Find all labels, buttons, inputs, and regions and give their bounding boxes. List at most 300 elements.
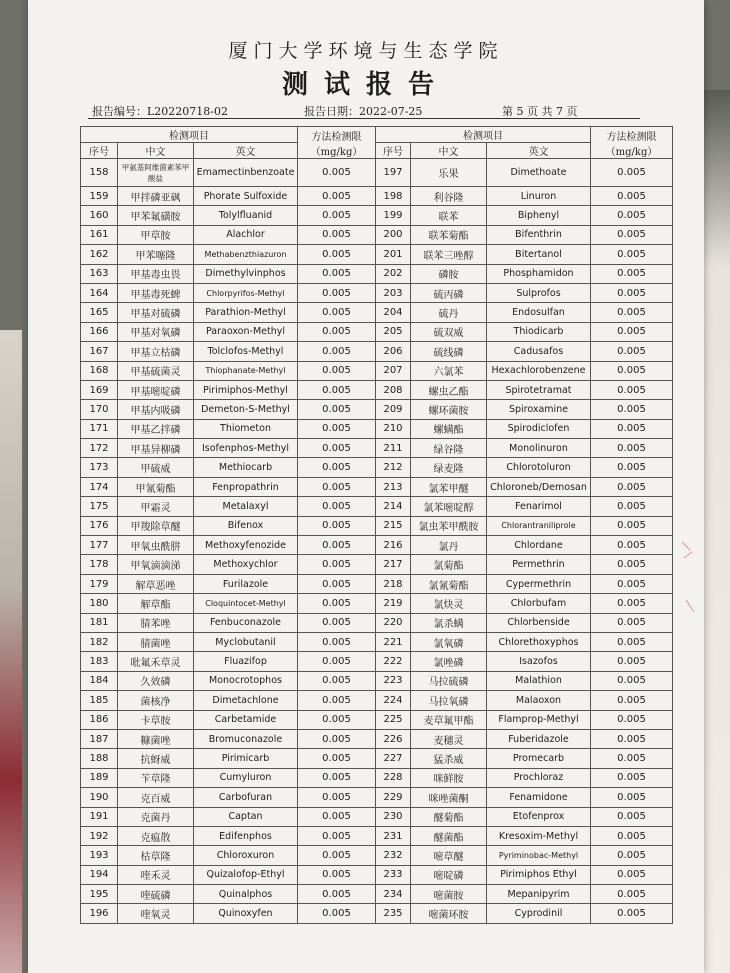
cell-en: Dimethoate — [487, 159, 591, 187]
table-header-row-2 — [81, 143, 673, 159]
cell-cn: 枯草隆 — [118, 846, 194, 865]
cell-en: Chlorantraniliprole — [487, 516, 591, 535]
background-left-sheet — [0, 330, 22, 973]
cell-cn: 咪鲜胺 — [411, 768, 487, 787]
cell-no: 211 — [376, 439, 411, 458]
cell-no: 182 — [81, 632, 118, 651]
cell-en: Chlorotoluron — [487, 458, 591, 477]
cell-en: Promecarb — [487, 749, 591, 768]
limit-header-unit: （mg/kg） — [605, 146, 658, 158]
cell-cn: 联苯三唑醇 — [411, 245, 487, 264]
cell-cn: 苄草隆 — [118, 768, 194, 787]
cell-no: 184 — [81, 671, 118, 690]
cell-en: Hexachlorobenzene — [487, 361, 591, 380]
cell-cn: 马拉氧磷 — [411, 691, 487, 710]
cell-lim: 0.005 — [298, 555, 376, 574]
cell-lim: 0.005 — [591, 380, 673, 399]
cell-cn: 螺螨酯 — [411, 419, 487, 438]
cell-lim: 0.005 — [298, 187, 376, 206]
cell-cn: 螺虫乙酯 — [411, 380, 487, 399]
group-header-right: 检测项目 — [376, 127, 591, 143]
cell-no: 220 — [376, 613, 411, 632]
cell-no: 196 — [81, 904, 118, 923]
limit-header-right — [591, 127, 673, 159]
cell-en: Spiroxamine — [487, 400, 591, 419]
cell-en: Emamectinbenzoate — [194, 159, 298, 187]
cell-cn: 甲苯氟磺胺 — [118, 206, 194, 225]
cell-no: 177 — [81, 536, 118, 555]
limit-header-label: 方法检测限 — [311, 131, 362, 143]
cell-cn: 甲硫威 — [118, 458, 194, 477]
cell-cn: 甲草胺 — [118, 225, 194, 244]
cell-no: 231 — [376, 826, 411, 845]
table-row — [81, 225, 673, 244]
cell-no: 171 — [81, 419, 118, 438]
report-date: 报告日期：2022-07-25 — [304, 105, 423, 118]
cell-cn: 克瘟散 — [118, 826, 194, 845]
cell-cn: 马拉硫磷 — [411, 671, 487, 690]
cell-cn: 麦穗灵 — [411, 729, 487, 748]
cell-en: Thiophanate-Methyl — [194, 361, 298, 380]
cell-cn: 氯苯嘧啶醇 — [411, 497, 487, 516]
cell-cn: 氯菊酯 — [411, 555, 487, 574]
cell-lim: 0.005 — [298, 749, 376, 768]
cell-en: Captan — [194, 807, 298, 826]
cell-lim: 0.005 — [298, 885, 376, 904]
cell-lim: 0.005 — [591, 458, 673, 477]
cell-lim: 0.005 — [591, 264, 673, 283]
cell-no: 165 — [81, 303, 118, 322]
cell-cn: 绿麦隆 — [411, 458, 487, 477]
cell-lim: 0.005 — [298, 904, 376, 923]
cell-lim: 0.005 — [298, 380, 376, 399]
cell-lim: 0.005 — [591, 536, 673, 555]
cell-no: 210 — [376, 419, 411, 438]
cell-cn: 解草酯 — [118, 594, 194, 613]
cell-no: 223 — [376, 671, 411, 690]
table-row — [81, 594, 673, 613]
cell-no: 203 — [376, 283, 411, 302]
cell-en: Tolylfluanid — [194, 206, 298, 225]
cell-cn: 甲基立枯磷 — [118, 342, 194, 361]
table-row — [81, 322, 673, 341]
cell-lim: 0.005 — [298, 245, 376, 264]
cell-no: 190 — [81, 788, 118, 807]
cell-en: Phosphamidon — [487, 264, 591, 283]
cell-lim: 0.005 — [298, 613, 376, 632]
cell-cn: 氯丹 — [411, 536, 487, 555]
cell-no: 187 — [81, 729, 118, 748]
table-row — [81, 187, 673, 206]
table-row — [81, 826, 673, 845]
cell-en: Chlorbenside — [487, 613, 591, 632]
cell-cn: 硫线磷 — [411, 342, 487, 361]
cell-cn: 克百威 — [118, 788, 194, 807]
cell-lim: 0.005 — [591, 342, 673, 361]
table-row — [81, 729, 673, 748]
cell-lim: 0.005 — [298, 419, 376, 438]
col-header-en: 英文 — [194, 143, 298, 159]
cell-cn: 磷胺 — [411, 264, 487, 283]
cell-lim: 0.005 — [591, 225, 673, 244]
cell-no: 180 — [81, 594, 118, 613]
col-header-no: 序号 — [81, 143, 118, 159]
cell-en: Quizalofop-Ethyl — [194, 865, 298, 884]
cell-lim: 0.005 — [298, 807, 376, 826]
cell-lim: 0.005 — [591, 245, 673, 264]
cell-no: 176 — [81, 516, 118, 535]
table-row — [81, 865, 673, 884]
cell-no: 167 — [81, 342, 118, 361]
cell-cn: 氯氧磷 — [411, 632, 487, 651]
cell-no: 183 — [81, 652, 118, 671]
cell-no: 158 — [81, 159, 118, 187]
cell-en: Phorate Sulfoxide — [194, 187, 298, 206]
cell-cn: 糠菌唑 — [118, 729, 194, 748]
cell-cn: 螺环菌胺 — [411, 400, 487, 419]
table-row — [81, 846, 673, 865]
cell-lim: 0.005 — [298, 458, 376, 477]
cell-en: Cadusafos — [487, 342, 591, 361]
cell-cn: 硫丙磷 — [411, 283, 487, 302]
cell-cn: 卡草胺 — [118, 710, 194, 729]
cell-en: Linuron — [487, 187, 591, 206]
table-row — [81, 904, 673, 923]
cell-cn: 吡氟禾草灵 — [118, 652, 194, 671]
cell-en: Chlorethoxyphos — [487, 632, 591, 651]
cell-cn: 麦草氟甲酯 — [411, 710, 487, 729]
cell-lim: 0.005 — [591, 516, 673, 535]
table-row — [81, 885, 673, 904]
cell-lim: 0.005 — [591, 594, 673, 613]
cell-no: 193 — [81, 846, 118, 865]
cell-en: Dimetachlone — [194, 691, 298, 710]
cell-en: Bifenthrin — [487, 225, 591, 244]
cell-lim: 0.005 — [298, 652, 376, 671]
cell-cn: 嘧啶磷 — [411, 865, 487, 884]
cell-no: 185 — [81, 691, 118, 710]
cell-no: 173 — [81, 458, 118, 477]
cell-no: 164 — [81, 283, 118, 302]
cell-en: Cypermethrin — [487, 574, 591, 593]
cell-cn: 甲基毒死蜱 — [118, 283, 194, 302]
cell-no: 181 — [81, 613, 118, 632]
cell-no: 228 — [376, 768, 411, 787]
table-row — [81, 419, 673, 438]
cell-en: Fenarimol — [487, 497, 591, 516]
cell-en: Malathion — [487, 671, 591, 690]
cell-cn: 腈苯唑 — [118, 613, 194, 632]
cell-no: 208 — [376, 380, 411, 399]
cell-cn: 氯炔灵 — [411, 594, 487, 613]
cell-cn: 抗蚜威 — [118, 749, 194, 768]
cell-cn: 菌核净 — [118, 691, 194, 710]
cell-lim: 0.005 — [591, 439, 673, 458]
cell-cn: 喹硫磷 — [118, 885, 194, 904]
cell-no: 225 — [376, 710, 411, 729]
cell-en: Monolinuron — [487, 439, 591, 458]
cell-no: 234 — [376, 885, 411, 904]
cell-cn: 嘧草醚 — [411, 846, 487, 865]
cell-lim: 0.005 — [298, 225, 376, 244]
results-table — [80, 126, 673, 924]
cell-lim: 0.005 — [298, 342, 376, 361]
cell-lim: 0.005 — [591, 691, 673, 710]
cell-no: 213 — [376, 477, 411, 496]
cell-lim: 0.005 — [591, 497, 673, 516]
cell-no: 212 — [376, 458, 411, 477]
cell-lim: 0.005 — [298, 206, 376, 225]
cell-cn: 甲氧虫酰肼 — [118, 536, 194, 555]
cell-en: Endosulfan — [487, 303, 591, 322]
cell-en: Bromuconazole — [194, 729, 298, 748]
cell-cn: 甲基内吸磷 — [118, 400, 194, 419]
cell-en: Isazofos — [487, 652, 591, 671]
cell-lim: 0.005 — [298, 159, 376, 187]
cell-lim: 0.005 — [591, 632, 673, 651]
cell-no: 162 — [81, 245, 118, 264]
cell-en: Methabenzthiazuron — [194, 245, 298, 264]
table-row — [81, 516, 673, 535]
cell-cn: 久效磷 — [118, 671, 194, 690]
cell-cn: 猛杀威 — [411, 749, 487, 768]
cell-lim: 0.005 — [591, 885, 673, 904]
cell-no: 235 — [376, 904, 411, 923]
table-row — [81, 632, 673, 651]
cell-en: Etofenprox — [487, 807, 591, 826]
cell-en: Carbetamide — [194, 710, 298, 729]
table-row — [81, 555, 673, 574]
cell-no: 219 — [376, 594, 411, 613]
cell-no: 214 — [376, 497, 411, 516]
cell-no: 222 — [376, 652, 411, 671]
cell-lim: 0.005 — [298, 594, 376, 613]
table-row — [81, 342, 673, 361]
cell-en: Biphenyl — [487, 206, 591, 225]
table-row — [81, 536, 673, 555]
cell-lim: 0.005 — [591, 361, 673, 380]
table-row — [81, 768, 673, 787]
cell-en: Pirimiphos Ethyl — [487, 865, 591, 884]
cell-lim: 0.005 — [591, 187, 673, 206]
cell-en: Parathion-Methyl — [194, 303, 298, 322]
cell-lim: 0.005 — [591, 904, 673, 923]
cell-en: Spirodiclofen — [487, 419, 591, 438]
cell-cn: 甲基对硫磷 — [118, 303, 194, 322]
cell-cn: 甲霜灵 — [118, 497, 194, 516]
cell-cn: 甲基嘧啶磷 — [118, 380, 194, 399]
cell-cn: 嘧菌胺 — [411, 885, 487, 904]
cell-lim: 0.005 — [298, 400, 376, 419]
cell-lim: 0.005 — [298, 768, 376, 787]
cell-lim: 0.005 — [591, 749, 673, 768]
table-row — [81, 807, 673, 826]
cell-cn: 醚菌酯 — [411, 826, 487, 845]
cell-lim: 0.005 — [298, 574, 376, 593]
cell-lim: 0.005 — [298, 729, 376, 748]
cell-en: Flamprop-Methyl — [487, 710, 591, 729]
cell-cn: 甲羧除草醚 — [118, 516, 194, 535]
cell-lim: 0.005 — [298, 497, 376, 516]
cell-en: Metalaxyl — [194, 497, 298, 516]
cell-cn: 氯唑磷 — [411, 652, 487, 671]
cell-no: 206 — [376, 342, 411, 361]
cell-cn: 喹禾灵 — [118, 865, 194, 884]
report-number: 报告编号：L20220718-02 — [92, 105, 229, 118]
cell-en: Carbofuran — [194, 788, 298, 807]
cell-no: 209 — [376, 400, 411, 419]
cell-no: 230 — [376, 807, 411, 826]
cell-no: 197 — [376, 159, 411, 187]
cell-en: Isofenphos-Methyl — [194, 439, 298, 458]
table-body — [81, 159, 673, 924]
background-right-sheet — [700, 90, 730, 973]
cell-en: Tolclofos-Methyl — [194, 342, 298, 361]
cell-en: Cumyluron — [194, 768, 298, 787]
cell-cn: 甲苯噻隆 — [118, 245, 194, 264]
cell-no: 221 — [376, 632, 411, 651]
cell-cn: 喹氧灵 — [118, 904, 194, 923]
cell-en: Quinoxyfen — [194, 904, 298, 923]
cell-no: 175 — [81, 497, 118, 516]
cell-no: 160 — [81, 206, 118, 225]
cell-lim: 0.005 — [298, 710, 376, 729]
cell-cn: 六氯苯 — [411, 361, 487, 380]
cell-cn: 甲基毒虫畏 — [118, 264, 194, 283]
cell-no: 189 — [81, 768, 118, 787]
cell-cn: 氯杀螨 — [411, 613, 487, 632]
cell-no: 186 — [81, 710, 118, 729]
cell-cn: 腈菌唑 — [118, 632, 194, 651]
cell-cn: 甲拌磷亚砜 — [118, 187, 194, 206]
cell-cn: 咪唑菌酮 — [411, 788, 487, 807]
cell-cn: 绿谷隆 — [411, 439, 487, 458]
cell-en: Chlorbufam — [487, 594, 591, 613]
table-row — [81, 652, 673, 671]
col-header-no: 序号 — [376, 143, 411, 159]
cell-en: Kresoxim-Methyl — [487, 826, 591, 845]
cell-no: 229 — [376, 788, 411, 807]
cell-lim: 0.005 — [298, 536, 376, 555]
cell-no: 227 — [376, 749, 411, 768]
cell-lim: 0.005 — [591, 788, 673, 807]
table-row — [81, 691, 673, 710]
cell-lim: 0.005 — [298, 477, 376, 496]
cell-en: Quinalphos — [194, 885, 298, 904]
table-row — [81, 788, 673, 807]
cell-lim: 0.005 — [298, 788, 376, 807]
cell-en: Methiocarb — [194, 458, 298, 477]
cell-no: 188 — [81, 749, 118, 768]
cell-en: Mepanipyrim — [487, 885, 591, 904]
cell-lim: 0.005 — [298, 264, 376, 283]
cell-cn: 氯氰菊酯 — [411, 574, 487, 593]
table-row — [81, 497, 673, 516]
cell-en: Bitertanol — [487, 245, 591, 264]
cell-cn: 甲基对氧磷 — [118, 322, 194, 341]
cell-en: Methoxychlor — [194, 555, 298, 574]
cell-en: Chloroxuron — [194, 846, 298, 865]
cell-en: Myclobutanil — [194, 632, 298, 651]
cell-lim: 0.005 — [591, 729, 673, 748]
cell-en: Sulprofos — [487, 283, 591, 302]
col-header-cn: 中文 — [118, 143, 194, 159]
cell-no: 195 — [81, 885, 118, 904]
cell-no: 217 — [376, 555, 411, 574]
cell-lim: 0.005 — [298, 303, 376, 322]
cell-no: 159 — [81, 187, 118, 206]
cell-lim: 0.005 — [591, 613, 673, 632]
table-row — [81, 613, 673, 632]
pink-pen-mark — [680, 540, 698, 620]
cell-no: 199 — [376, 206, 411, 225]
cell-en: Alachlor — [194, 225, 298, 244]
cell-no: 174 — [81, 477, 118, 496]
cell-no: 163 — [81, 264, 118, 283]
cell-lim: 0.005 — [591, 768, 673, 787]
col-header-cn: 中文 — [411, 143, 487, 159]
cell-lim: 0.005 — [298, 361, 376, 380]
cell-no: 192 — [81, 826, 118, 845]
cell-lim: 0.005 — [591, 555, 673, 574]
cell-no: 170 — [81, 400, 118, 419]
cell-cn: 甲基乙拌磷 — [118, 419, 194, 438]
cell-en: Thiodicarb — [487, 322, 591, 341]
cell-lim: 0.005 — [298, 865, 376, 884]
cell-en: Cyprodinil — [487, 904, 591, 923]
cell-en: Bifenox — [194, 516, 298, 535]
cell-en: Paraoxon-Methyl — [194, 322, 298, 341]
table-row — [81, 380, 673, 399]
cell-lim: 0.005 — [591, 303, 673, 322]
cell-no: 191 — [81, 807, 118, 826]
cell-en: Fenbuconazole — [194, 613, 298, 632]
cell-cn: 甲氧滴滴涕 — [118, 555, 194, 574]
cell-en: Permethrin — [487, 555, 591, 574]
table-row — [81, 671, 673, 690]
table-row — [81, 458, 673, 477]
cell-cn: 乐果 — [411, 159, 487, 187]
cell-lim: 0.005 — [591, 159, 673, 187]
col-header-en: 英文 — [487, 143, 591, 159]
cell-no: 233 — [376, 865, 411, 884]
cell-no: 207 — [376, 361, 411, 380]
cell-lim: 0.005 — [591, 322, 673, 341]
cell-lim: 0.005 — [591, 865, 673, 884]
cell-no: 204 — [376, 303, 411, 322]
cell-lim: 0.005 — [298, 846, 376, 865]
table-header-row-1 — [81, 127, 673, 143]
cell-lim: 0.005 — [298, 671, 376, 690]
table-row — [81, 361, 673, 380]
cell-en: Pirimicarb — [194, 749, 298, 768]
cell-no: 194 — [81, 865, 118, 884]
cell-cn: 醚菊酯 — [411, 807, 487, 826]
cell-cn: 联苯菊酯 — [411, 225, 487, 244]
cell-lim: 0.005 — [591, 206, 673, 225]
cell-cn: 氯苯甲醚 — [411, 477, 487, 496]
cell-no: 166 — [81, 322, 118, 341]
cell-en: Furilazole — [194, 574, 298, 593]
cell-cn: 联苯 — [411, 206, 487, 225]
table-row — [81, 264, 673, 283]
cell-lim: 0.005 — [298, 632, 376, 651]
cell-no: 168 — [81, 361, 118, 380]
cell-lim: 0.005 — [591, 846, 673, 865]
cell-lim: 0.005 — [298, 691, 376, 710]
cell-cn: 硫双威 — [411, 322, 487, 341]
cell-cn: 甲氨基阿维菌素苯甲酸盐 — [118, 159, 194, 187]
